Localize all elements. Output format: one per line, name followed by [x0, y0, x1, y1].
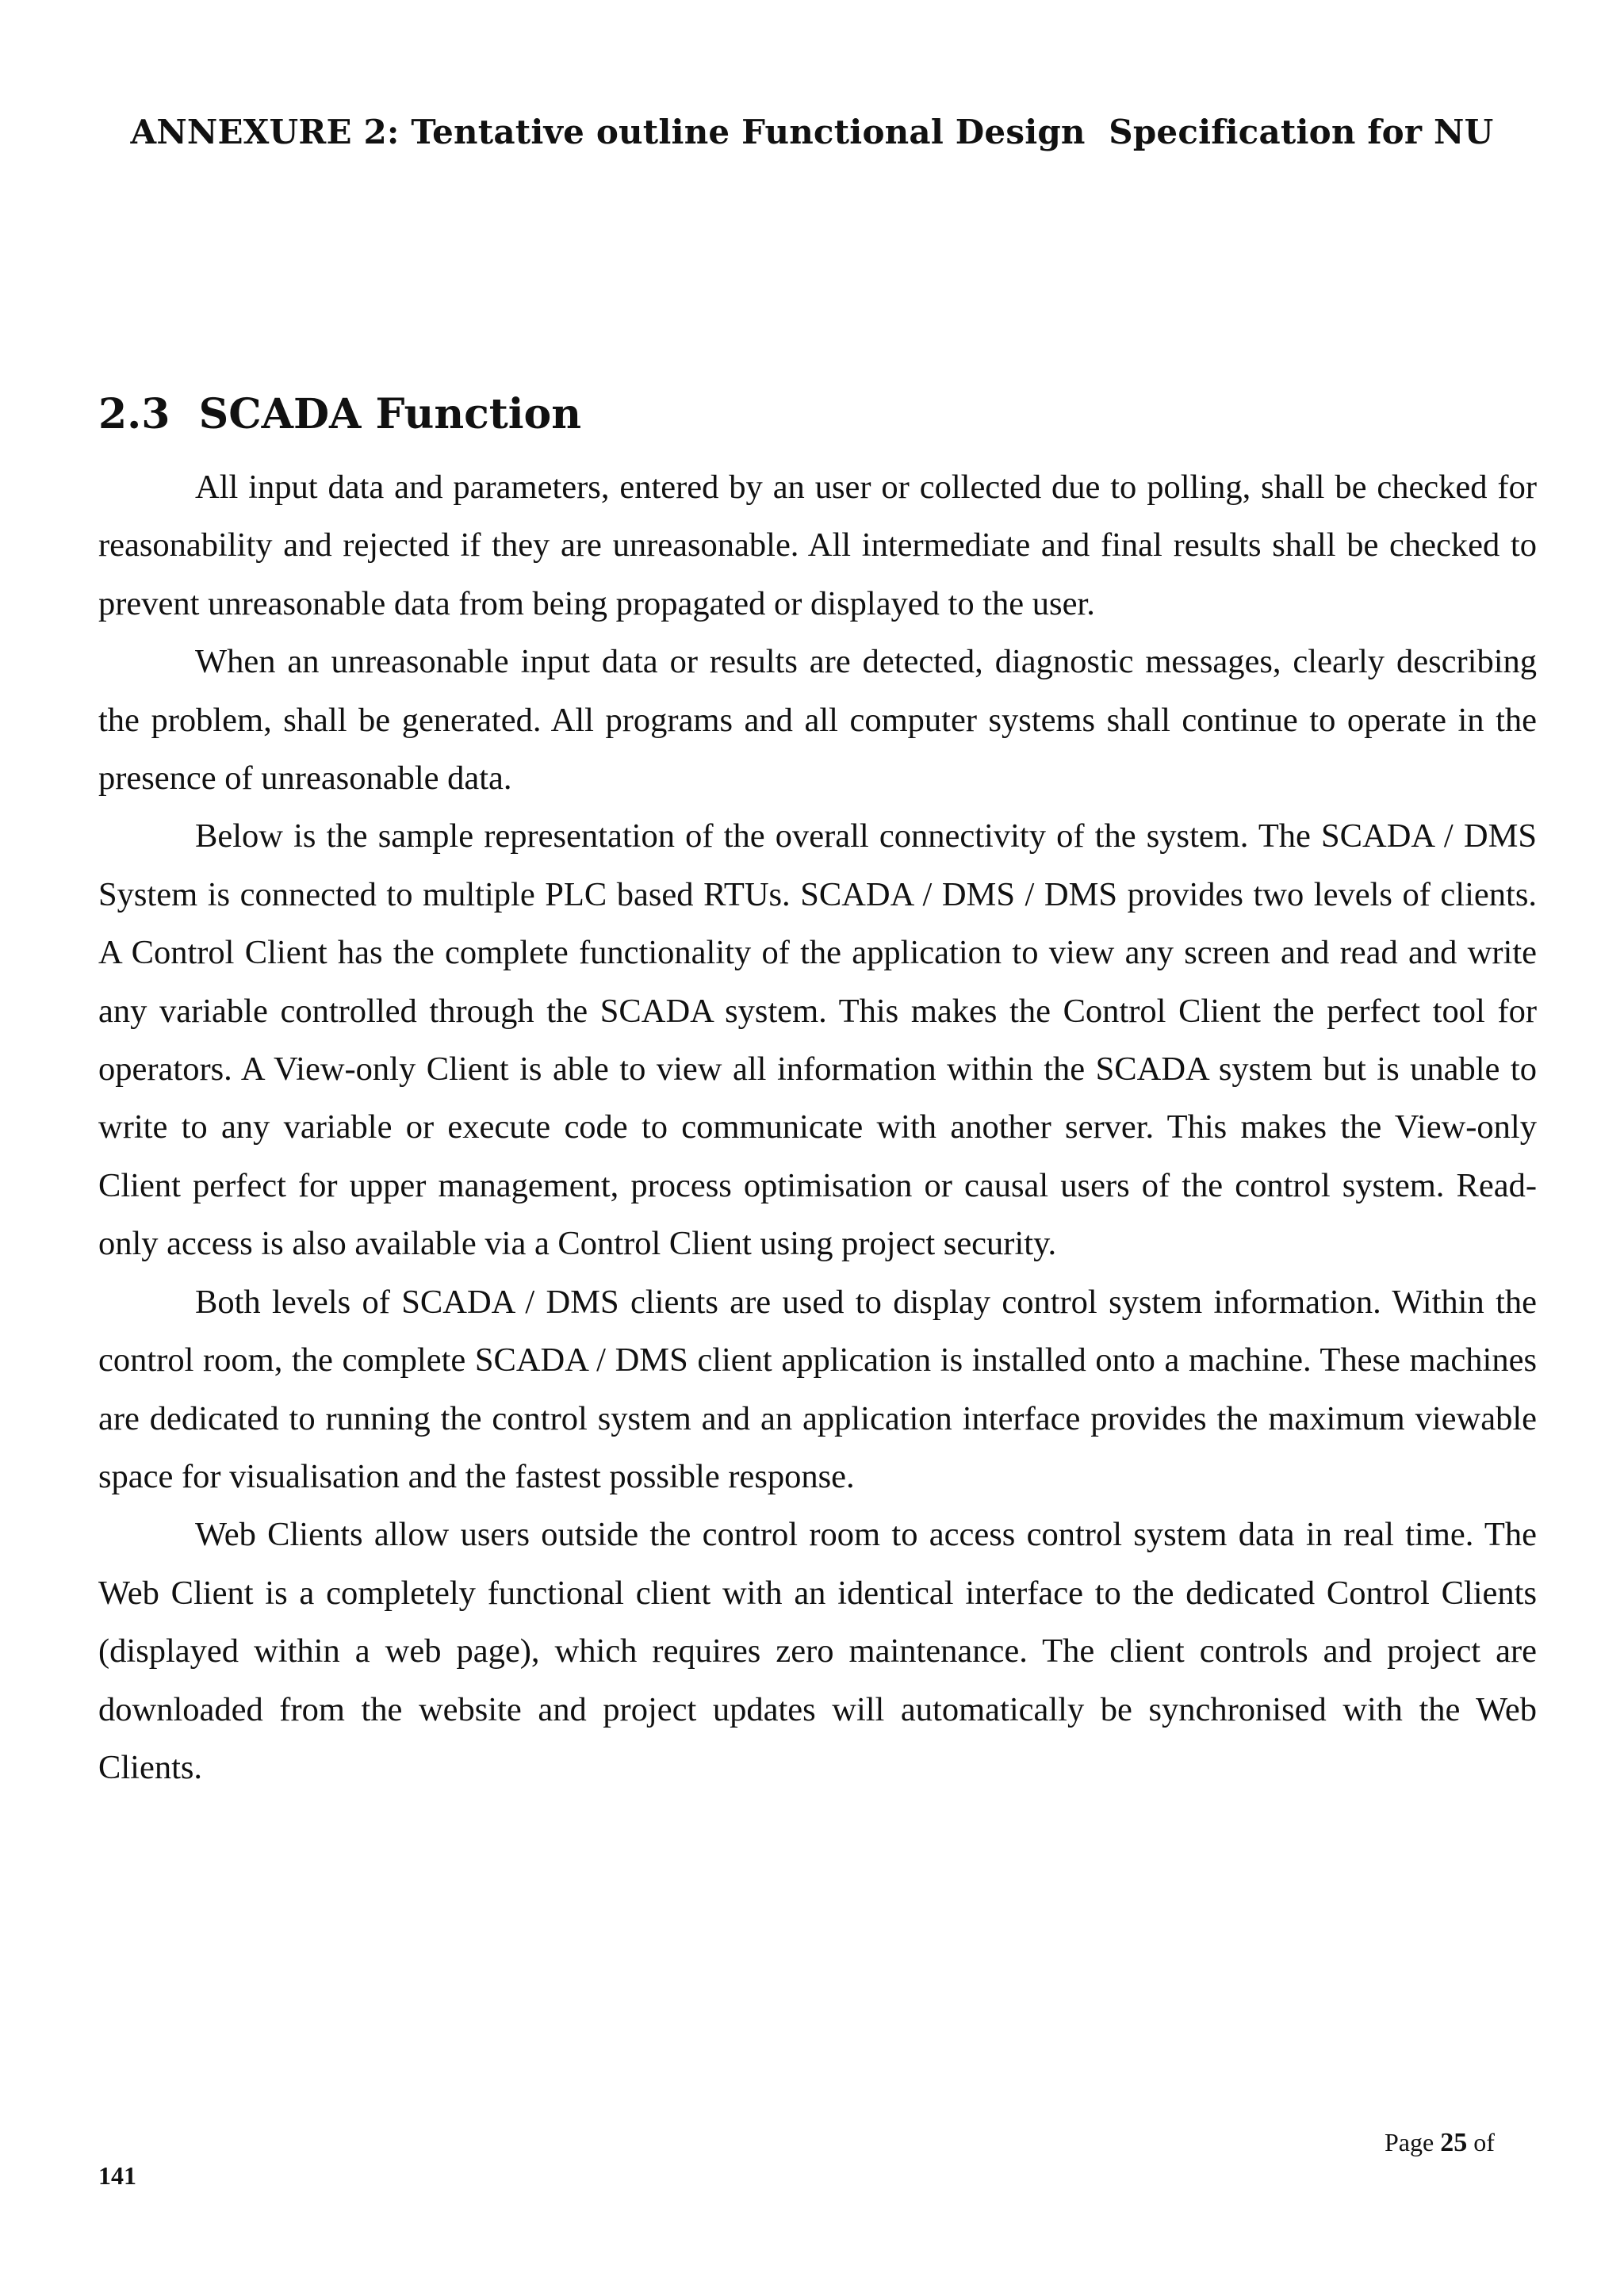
paragraph-diagnostic-messages: When an unreasonable input data or results are detected, diagnostic messages, clearly describing the problem, shall be generated. All programs and all computer systems shall continue to operate in the presence of unreasonable data.	[98, 643, 1537, 798]
page-current: 25	[1440, 2128, 1468, 2157]
page-of: of	[1467, 2128, 1495, 2156]
section-body	[98, 458, 1537, 1797]
paragraph-web-clients: Web Clients allow users outside the control room to access control system data in real time. The Web Client is a completely functional client with an identical interface to the dedicated Control Clients (displayed within a web page), which requires zero maintenance. The client controls and project are downloaded from the website and project updates will automatically be synchronised with the Web Clients.	[98, 1516, 1537, 1786]
page-number	[1385, 2128, 1495, 2158]
paragraph-input-validation: All input data and parameters, entered by an user or collected due to polling, shall be checked for reasonability and rejected if they are unreasonable. All intermediate and final results shall be checked to prevent unreasonable data from being propagated or displayed to the user.	[98, 469, 1537, 622]
annexure-title: ANNEXURE 2: Tentative outline Functional Design Specification for NU	[130, 113, 1494, 151]
page-prefix: Page	[1385, 2128, 1441, 2156]
paragraph-system-connectivity: Below is the sample representation of the overall connectivity of the system. The SCADA / DMS System is connected to multiple PLC based RTUs. SCADA / DMS / DMS provides two levels of clients. A Control Client has the complete functionality of the application to view any screen and read and write any variable controlled through the SCADA system. This makes the Control Client the perfect tool for operators. A View-only Client is able to view all information within the SCADA system but is unable to write to any variable or execute code to communicate with another server. This makes the View-only Client perfect for upper management, process optimisation or causal users of the control system. Read-only access is also available via a Control Client using project security.	[98, 817, 1537, 1263]
paragraph-client-levels: Both levels of SCADA / DMS clients are used to display control system information. Within the control room, the complete SCADA / DMS client application is installed onto a machine. These machines are dedicated to running the control system and an application interface provides the maximum viewable space for visualisation and the fastest possible response.	[98, 1283, 1537, 1495]
page-total: 141	[98, 2161, 136, 2190]
section-heading: 2.3 SCADA Function	[98, 390, 582, 438]
